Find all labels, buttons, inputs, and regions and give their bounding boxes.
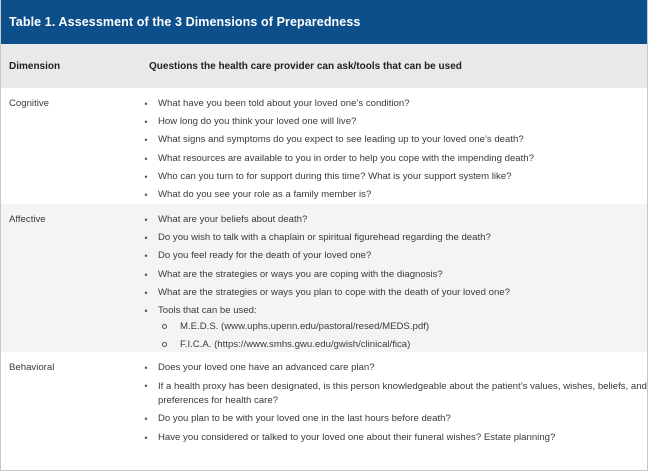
header-dimension: Dimension [9, 60, 61, 72]
tool-item-fica: F.I.C.A. (https://www.smhs.gwu.edu/gwish/clinical/fica) [158, 339, 647, 351]
bullet-icon: • [144, 269, 148, 280]
bullet-icon: • [144, 251, 148, 262]
list-item: • What do you see your role as a family member is? [141, 189, 647, 201]
list-item: • What are the strategies or ways you plan to cope with the death of your loved one? [141, 287, 647, 299]
list-item: • Tools that can be used: M.E.D.S. (www.uphs.upenn.edu/pastoral/resed/MEDS.pdf) F.I.C.A. (https://www.smhs.gwu.edu/gwish/clinical/fica) [141, 305, 647, 351]
list-item: • What resources are available to you in order to help you cope with the impending death? [141, 153, 647, 165]
list-item: • What are the strategies or ways you are coping with the diagnosis? [141, 269, 647, 281]
list-item: • If a health proxy has been designated, is this person knowledgeable about the patient’s values, wishes, beliefs, and preferences for health care? [141, 380, 647, 407]
header-questions: Questions the health care provider can ask/tools that can be used [149, 60, 462, 72]
table-row-affective [1, 204, 647, 352]
list-item: • What signs and symptoms do you expect to see leading up to your loved one’s death? [141, 134, 647, 146]
list-item: • What are your beliefs about death? [141, 214, 647, 226]
bullet-icon: • [144, 189, 148, 200]
table-row-behavioral [1, 352, 647, 471]
list-item: • Have you considered or talked to your loved one about their funeral wishes? Estate planning? [141, 432, 647, 444]
questions-cell [141, 88, 647, 204]
bullet-icon: • [144, 99, 148, 109]
bullet-icon: • [144, 153, 148, 164]
table-row-cognitive [1, 88, 647, 204]
list-item: • Does your loved one have an advanced care plan? [141, 362, 647, 374]
circle-bullet-icon [162, 324, 167, 329]
table-header-row [1, 44, 647, 88]
table-title: Table 1. Assessment of the 3 Dimensions of Preparedness [1, 0, 647, 44]
dimension-label: Cognitive [9, 98, 49, 109]
list-item: • What have you been told about your loved one’s condition? [141, 98, 647, 110]
list-item: • How long do you think your loved one will live? [141, 116, 647, 128]
bullet-icon: • [144, 233, 148, 244]
tools-list [158, 321, 647, 351]
bullet-icon: • [144, 305, 148, 316]
dimension-label: Affective [9, 214, 46, 225]
list-item: • Who can you turn to for support during this time? What is your support system like? [141, 171, 647, 183]
circle-bullet-icon [162, 342, 167, 347]
bullet-icon: • [144, 135, 148, 146]
bullet-icon: • [144, 171, 148, 182]
list-item: • Do you plan to be with your loved one in the last hours before death? [141, 413, 647, 425]
bullet-icon: • [144, 432, 148, 443]
question-list [141, 362, 647, 444]
bullet-icon: • [144, 363, 148, 373]
list-item: • Do you wish to talk with a chaplain or spiritual figurehead regarding the death? [141, 232, 647, 244]
bullet-icon: • [144, 117, 148, 128]
bullet-icon: • [144, 381, 148, 392]
bullet-icon: • [144, 287, 148, 298]
tool-item-meds: M.E.D.S. (www.uphs.upenn.edu/pastoral/resed/MEDS.pdf) [158, 321, 647, 333]
dimension-label: Behavioral [9, 362, 55, 373]
question-list [141, 98, 647, 201]
questions-cell [141, 204, 647, 352]
question-list [141, 214, 647, 351]
list-item: • Do you feel ready for the death of your loved one? [141, 250, 647, 262]
bullet-icon: • [144, 215, 148, 225]
questions-cell [141, 352, 647, 471]
bullet-icon: • [144, 414, 148, 425]
